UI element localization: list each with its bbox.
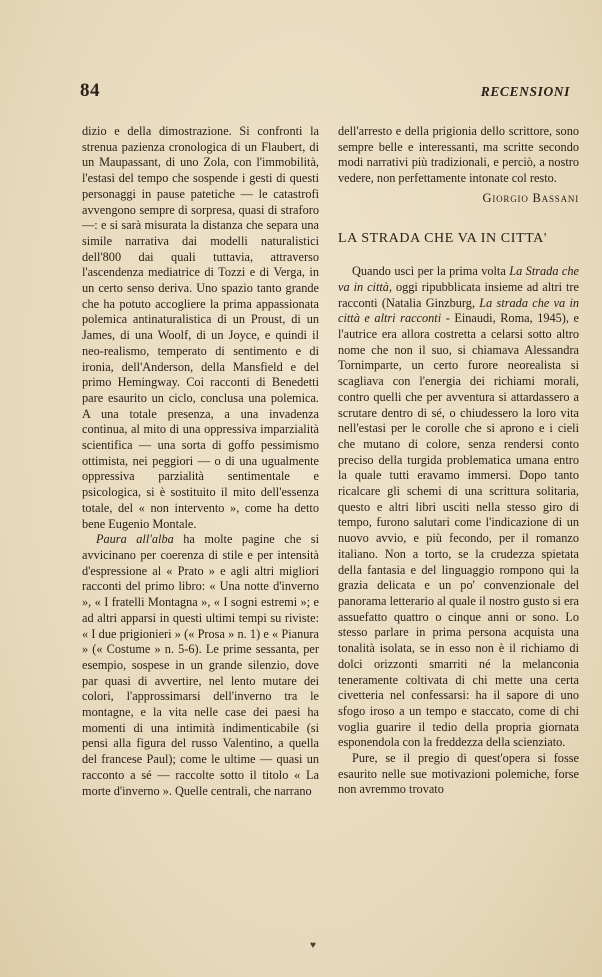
text-span: - Einaudi, Roma, 1945), e l'autrice era allora costretta a celarsi sotto altro nome che non il suo, si chiamava Alessandra Tornimparte, un certo furore neorealista si scagliava con l'energia dei richiami morali, contro quelli che per avventura si attardassero a scrutare dentro di sé, o chiudessero la loro vita nell'estasi per le corolle che si aprono e i cieli che mutano di colore, senza rendersi conto preciso della turgida problematica umana entro la quale tutti eravamo immersi. Dopo tanto ricalcare gli schemi di una scrittura solitaria, questo e altri libri usciti nella stesso giro di tempo, furono salutari come l'indicazione di un nuovo avvio, e più fecondo, per il romanzo italiano. Non a torto, se la crudezza spietata della fantasia e del linguaggio rompono qui la grazia delicata e un po' convenzionale del panorama letterario al quale il nostro gusto si era assuefatto quattro o cinque anni or sono. Lo stesso parlare in prima persona acquista una tonalità isolata, se in esso non è il richiamo di dolci orizzonti smarriti né la melanconia teneramente coltivata di chi mette una certa civetteria nel confessarsi: ha il sapore di uno sfogo iroso a un tempo e staccato, come di chi voglia guarire il tedio della propria giornata esponendola con la freddezza della scienziato.: [338, 311, 579, 750]
right-paragraph-3: Pure, se il pregio di quest'opera si fosse esaurito nelle sue motivazioni polemiche, forse non avremmo trovato: [338, 751, 579, 797]
book-title-paura: Paura all'alba: [96, 532, 174, 547]
review-signature: Giorgio Bassani: [482, 190, 579, 205]
running-head: RECENSIONI: [480, 84, 570, 99]
left-column: [82, 124, 319, 799]
text-span: , oggi ripubblicata insieme ad altri tre racconti (Natalia Ginzburg,: [338, 279, 579, 310]
book-title-full: La strada che va in città e altri racconti: [338, 295, 580, 326]
right-paragraph-1: dell'arresto e della prigionia dello scrittore, sono sempre belle e interessanti, ma scritte secondo modi narrativi più tradizionali, e perciò, a nostro vedere, non perfettamente intonate col resto.: [338, 124, 579, 186]
left-paragraph-2-text: ha molte pagine che si avvicinano per coerenza di stile e per intensità d'espressione al « Prato » e agli altri migliori racconti del primo libro: « Una notte d'inverno », « I fratelli Montagna », « I sogni estremi »; e ad altri apparsi in questi ultimi tempi su riviste: « I due prigionieri » (« Prosa » n. 1) e « Pianura » (« Costume » n. 5-6). Le prime sessanta, per esempio, sospese in un grande silenzio, dove par quasi di avvertire, nel lento mutare dei colori, l'approssimarsi dell'inverno tra le montagne, e la vita nelle case dei paesi ha momenti di una intimità indimenticabile (si pensi alla figura del russo Valentino, a quella del francese Paul); come le ultime — quasi un racconto a sé — raccolte sotto il titolo « La morte d'inverno ». Quelle centrali, che narrano: [82, 532, 320, 798]
text-span: Quando uscì per la prima volta: [352, 264, 510, 279]
left-paragraph-2: [82, 532, 319, 799]
review-title: LA STRADA CHE VA IN CITTA': [338, 230, 548, 246]
book-title-strada: La Strada che va in città: [338, 264, 579, 294]
left-paragraph-1: dizio e della dimostrazione. Si confronti la strenua pazienza cronologica di un Flaubert, di un Maupassant, di uno Zola, con l'immobilità, l'estasi del tempo che sospende i gesti di questi personaggi in pause patetiche — le catastrofi avvengono sempre di sorpresa, quasi di straforo —: e si sarà misurata la distanza che separa una simile narrativa dai modelli naturalistici dell'800 dai quali tuttavia, attraverso l'ascendenza mediatrice di Tozzi e di Verga, in un certo senso deriva. Uno spazio tanto grande che ha potuto accogliere la prima appassionata polemica antinaturalistica di un Proust, di un James, di una Woolf, di un Joyce, e quindi il neo-realismo, temperato di sentimento e di ironia, dell'Anderson, della Mansfield e del primo Hemingway. Coi racconti di Benedetti pare esaurito un ciclo, conclusa una polemica. A una totale presenza, a una invadenza continua, al mito di una oppressiva imparzialità scientifica — una sorta di goffo pessimismo ottimista, nei peggiori — o di una ugualmente oppressiva parzialità sentimentale e psicologica, si è sostituito il mito dell'essenza totale, del « non intervento », come ha detto bene Eugenio Montale.: [82, 124, 319, 531]
right-column: [338, 124, 579, 798]
page-number: 84: [80, 80, 100, 101]
right-paragraph-2: [338, 264, 579, 751]
heart-ornament-icon: ♥: [310, 940, 316, 951]
